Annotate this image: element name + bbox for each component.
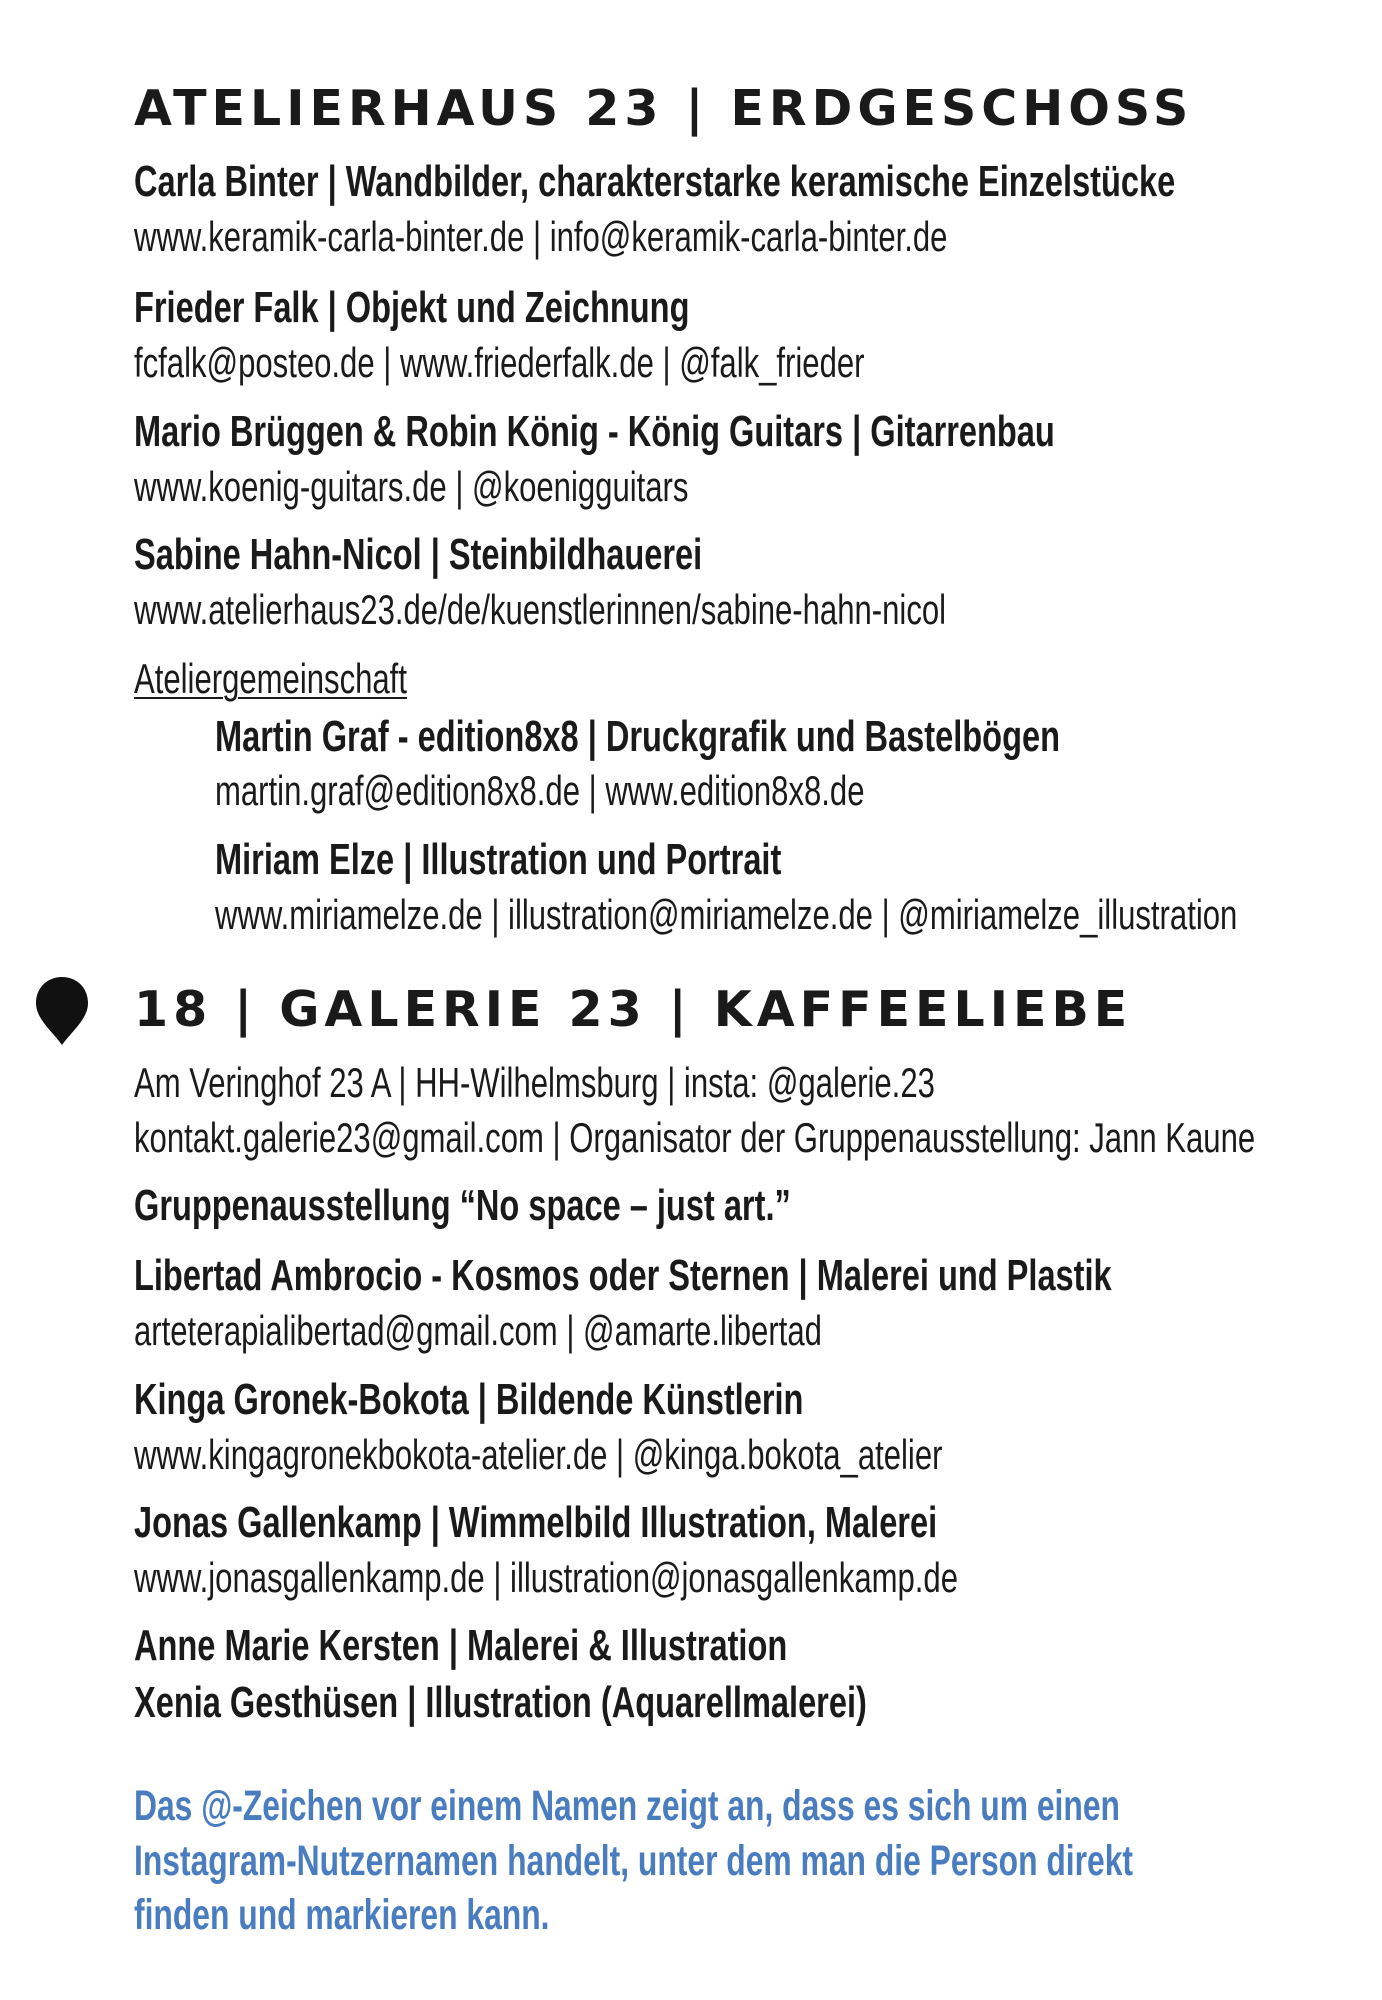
artist-name: Xenia Gesthüsen | Illustration (Aquarellmalerei) (134, 1678, 867, 1727)
artist-name: Anne Marie Kersten | Malerei & Illustration (134, 1621, 788, 1670)
artist-name: Sabine Hahn-Nicol | Steinbildhauerei (134, 530, 703, 579)
artist-name: Carla Binter | Wandbilder, charakterstarke keramische Einzelstücke (134, 157, 1176, 206)
venue-contact[interactable]: kontakt.galerie23@gmail.com | Organisator der Gruppenausstellung: Jann Kaune (134, 1114, 1256, 1161)
artist-contact[interactable]: martin.graf@edition8x8.de | www.edition8x8.de (215, 767, 865, 814)
artist-name: Libertad Ambrocio - Kosmos oder Sternen | Malerei und Plastik (134, 1251, 1112, 1300)
artist-name: Frieder Falk | Objekt und Zeichnung (134, 283, 690, 332)
artist-contact[interactable]: arteterapialibertad@gmail.com | @amarte.libertad (134, 1307, 822, 1354)
artist-name: Jonas Gallenkamp | Wimmelbild Illustration, Malerei (134, 1498, 938, 1547)
subgroup-label: Ateliergemeinschaft (134, 655, 407, 702)
note-line: Instagram-Nutzernamen handelt, unter dem man die Person direkt (134, 1837, 1134, 1885)
artist-name: Miriam Elze | Illustration und Portrait (215, 835, 782, 884)
artist-contact[interactable]: fcfalk@posteo.de | www.friederfalk.de | @falk_frieder (134, 339, 865, 386)
venue-address[interactable]: Am Veringhof 23 A | HH-Wilhelmsburg | insta: @galerie.23 (134, 1059, 935, 1106)
artist-name: Kinga Gronek-Bokota | Bildende Künstlerin (134, 1375, 804, 1424)
artist-contact[interactable]: www.keramik-carla-binter.de | info@keramik-carla-binter.de (134, 213, 948, 260)
map-pin-icon (34, 975, 90, 1047)
artist-contact[interactable]: www.atelierhaus23.de/de/kuenstlerinnen/sabine-hahn-nicol (134, 586, 947, 633)
artist-contact[interactable]: www.jonasgallenkamp.de | illustration@jonasgallenkamp.de (134, 1554, 958, 1601)
exhibition-title: Gruppenausstellung “No space – just art.” (134, 1181, 791, 1230)
artist-name: Mario Brüggen & Robin König - König Guitars | Gitarrenbau (134, 407, 1055, 456)
section-title-atelierhaus: ATELIERHAUS 23 | ERDGESCHOSS (134, 80, 1194, 137)
section-title-galerie: 18 | GALERIE 23 | KAFFEELIEBE (134, 981, 1133, 1038)
artist-name: Martin Graf - edition8x8 | Druckgrafik und Bastelbögen (215, 712, 1060, 761)
note-line: finden und markieren kann. (134, 1891, 550, 1939)
artist-contact[interactable]: www.miriamelze.de | illustration@miriamelze.de | @miriamelze_illustration (215, 891, 1238, 938)
note-line: Das @-Zeichen vor einem Namen zeigt an, dass es sich um einen (134, 1782, 1120, 1830)
artist-contact[interactable]: www.kingagronekbokota-atelier.de | @kinga.bokota_atelier (134, 1431, 943, 1478)
artist-contact[interactable]: www.koenig-guitars.de | @koenigguitars (134, 463, 689, 510)
